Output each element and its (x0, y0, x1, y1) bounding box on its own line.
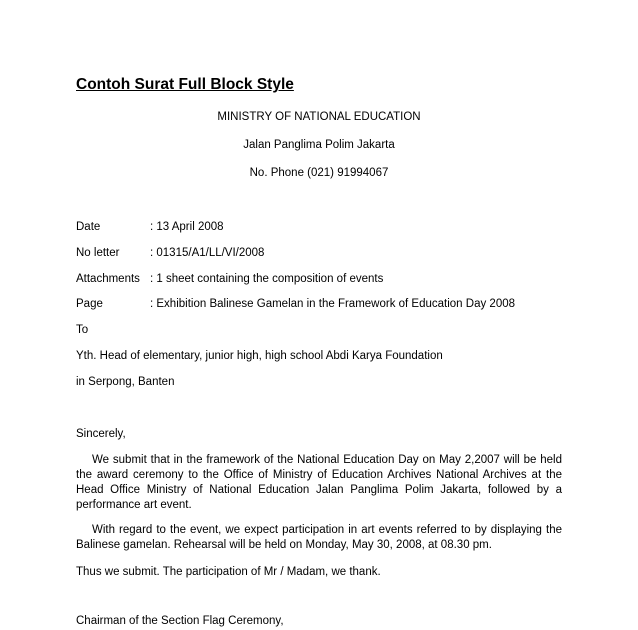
meta-letter-number-row (76, 247, 264, 259)
meta-date-value: : 13 April 2008 (150, 221, 224, 233)
closing-line: Thus we submit. The participation of Mr / Madam, we thank. (76, 566, 381, 578)
to-label: To (76, 324, 89, 336)
meta-attachments-label: Attachments (76, 273, 140, 285)
recipient-line-1: Yth. Head of elementary, junior high, high school Abdi Karya Foundation (76, 350, 443, 362)
meta-date-label: Date (76, 221, 101, 233)
header-organization: MINISTRY OF NATIONAL EDUCATION (217, 111, 421, 123)
meta-letter-number-label: No letter (76, 247, 120, 259)
meta-letter-number-value: : 01315/A1/LL/VI/2008 (150, 247, 265, 259)
letter-title: Contoh Surat Full Block Style (76, 76, 294, 93)
body-paragraph-2: With regard to the event, we expect participation in art events referred to by displaying the Balinese gamelan. Rehearsal will be held on Monday, May 30, 2008, at 08.30 pm. (76, 524, 562, 551)
meta-page-value: : Exhibition Balinese Gamelan in the Framework of Education Day 2008 (150, 298, 516, 310)
salutation: Sincerely, (76, 428, 126, 440)
header-address: Jalan Panglima Polim Jakarta (243, 139, 395, 151)
meta-page-label: Page (76, 298, 103, 310)
meta-attachments-value: : 1 sheet containing the composition of events (150, 273, 384, 285)
meta-page-row (76, 298, 515, 310)
meta-attachments-row (76, 273, 383, 285)
meta-date-row (76, 221, 224, 233)
body-paragraph-1: We submit that in the framework of the National Education Day on May 2,2007 will be held the award ceremony to the Office of Ministry of Education Archives National Archives at the Head Office Ministry of National Education Jalan Panglima Polim Jakarta, followed by a performance art event. (76, 454, 562, 511)
header-phone: No. Phone (021) 91994067 (249, 167, 389, 179)
recipient-line-2: in Serpong, Banten (76, 376, 175, 388)
signoff: Chairman of the Section Flag Ceremony, (76, 615, 284, 627)
